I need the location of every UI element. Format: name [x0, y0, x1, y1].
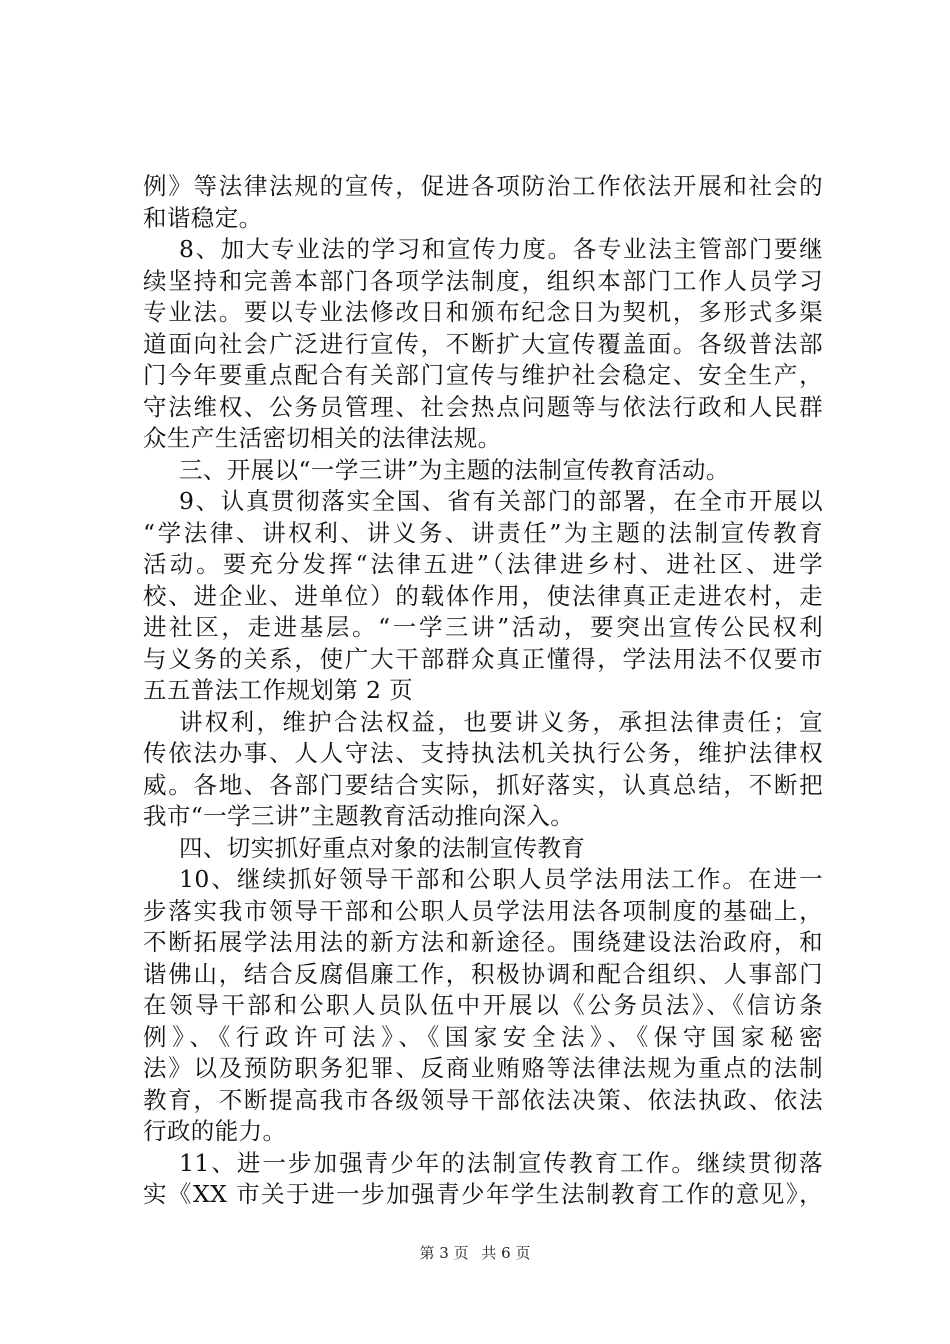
- page-number: 第 3 页: [419, 1244, 469, 1262]
- text-line: 在领导干部和公职人员队伍中开展以《公务员法》、《信访条: [143, 991, 823, 1019]
- text-line: 进社区，走进基层。“一学三讲”活动，要突出宣传公民权利: [143, 613, 823, 641]
- text-line: 步落实我市领导干部和公职人员学法用法各项制度的基础上，: [143, 896, 823, 925]
- text-line: 众生产生活密切相关的法律法规。: [143, 424, 502, 452]
- text-line: 三、开展以“一学三讲”为主题的法制宣传教育活动。: [179, 455, 730, 484]
- text-line: 谐佛山，结合反腐倡廉工作，积极协调和配合组织、人事部门: [143, 959, 823, 988]
- text-line: 与义务的关系，使广大干部群众真正懂得，学法用法不仅要市: [143, 644, 823, 673]
- text-line: 不断拓展学法用法的新方法和新途径。围绕建设法治政府，和: [143, 928, 823, 956]
- text-line: 法》以及预防职务犯罪、反商业贿赂等法律法规为重点的法制: [143, 1054, 823, 1082]
- text-line: 守法维权、公务员管理、社会热点问题等与依法行政和人民群: [143, 392, 823, 421]
- text-line: 讲权利，维护合法权益，也要讲义务，承担法律责任；宣: [179, 707, 823, 736]
- text-line: 校、进企业、进单位）的载体作用，使法律真正走进农村，走: [143, 581, 823, 610]
- text-line: 9、认真贯彻落实全国、省有关部门的部署，在全市开展以: [179, 487, 823, 515]
- text-line: 续坚持和完善本部门各项学法制度，组织本部门工作人员学习: [143, 266, 823, 295]
- text-line: 专业法。要以专业法修改日和颁布纪念日为契机，多形式多渠: [143, 298, 823, 326]
- text-line: 和谐稳定。: [143, 203, 263, 232]
- text-line: 10、继续抓好领导干部和公职人员学法用法工作。在进一: [179, 865, 823, 893]
- text-line: 威。各地、各部门要结合实际，抓好落实，认真总结，不断把: [143, 770, 823, 799]
- document-body: [143, 171, 823, 1211]
- page-total: 共 6 页: [481, 1244, 531, 1262]
- page-footer: [0, 1243, 950, 1263]
- text-line: 我市“一学三讲”主题教育活动推向深入。: [143, 802, 575, 830]
- text-line: 活动。要充分发挥“法律五进”（法律进乡村、进社区、进学: [143, 550, 823, 578]
- text-line: 实《XX 市关于进一步加强青少年学生法制教育工作的意见》，: [143, 1180, 823, 1208]
- text-line: 8、加大专业法的学习和宣传力度。各专业法主管部门要继: [179, 235, 823, 263]
- text-line: 11、进一步加强青少年的法制宣传教育工作。继续贯彻落: [179, 1148, 823, 1177]
- text-line: 五五普法工作规划第 2 页: [143, 676, 414, 704]
- text-line: 门今年要重点配合有关部门宣传与维护社会稳定、安全生产，: [143, 361, 823, 389]
- text-line: 例》等法律法规的宣传，促进各项防治工作依法开展和社会的: [143, 172, 823, 200]
- text-line: 教育，不断提高我市各级领导干部依法决策、依法执政、依法: [143, 1085, 823, 1114]
- text-line: 行政的能力。: [143, 1117, 287, 1145]
- text-line: 传依法办事、人人守法、支持执法机关执行公务，维护法律权: [143, 739, 823, 767]
- text-line: “学法律、讲权利、讲义务、讲责任”为主题的法制宣传教育: [143, 518, 823, 547]
- text-line: 例》、《行政许可法》、《国家安全法》、《保守国家秘密: [143, 1022, 823, 1051]
- text-line: 四、切实抓好重点对象的法制宣传教育: [179, 833, 586, 862]
- text-line: 道面向社会广泛进行宣传，不断扩大宣传覆盖面。各级普法部: [143, 329, 823, 358]
